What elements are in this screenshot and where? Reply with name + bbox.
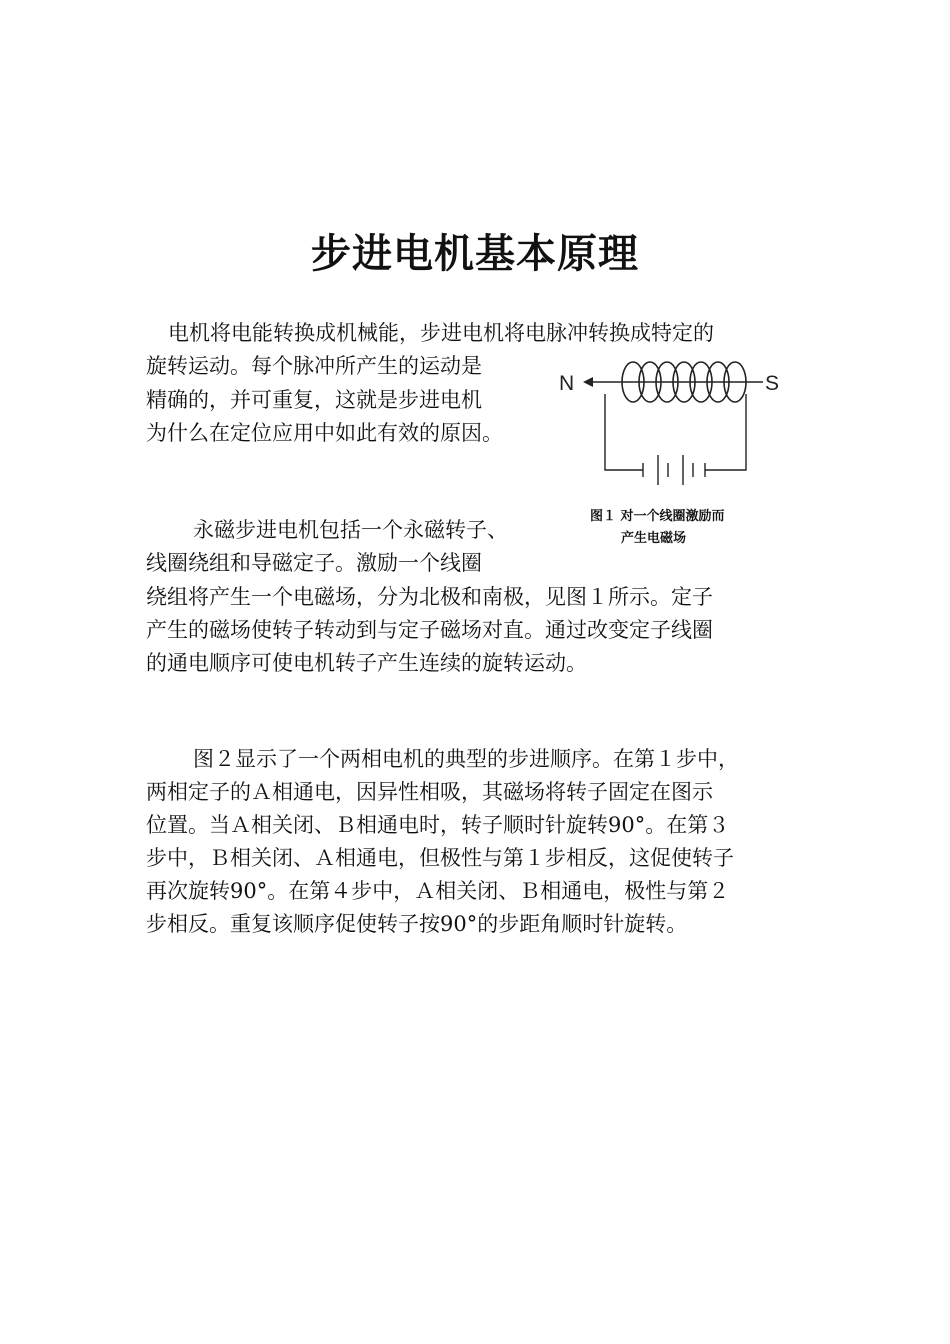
paragraph-3-line-5: 再次旋转90°。在第４步中，Ａ相关闭、Ｂ相通电，极性与第２	[146, 879, 730, 903]
paragraph-1-line-1: 电机将电能转换成机械能，步进电机将电脉冲转换成特定的	[168, 321, 714, 345]
wire-right	[705, 394, 746, 470]
paragraph-2-line-1: 永磁步进电机包括一个永磁转子、	[193, 518, 508, 542]
paragraph-3-line-6: 步相反。重复该顺序促使转子按90°的步距角顺时针旋转。	[146, 912, 688, 936]
paragraph-2-line-2: 线圈绕组和导磁定子。激励一个线圈	[146, 551, 482, 575]
field-arrow-icon	[583, 377, 593, 387]
coil-diagram	[553, 354, 793, 504]
paragraph-3-line-2: 两相定子的Ａ相通电，因异性相吸，其磁场将转子固定在图示	[146, 780, 713, 804]
paragraph-2-line-4: 产生的磁场使转子转动到与定子磁场对直。通过改变定子线圈	[146, 618, 713, 642]
south-pole-label: S	[765, 372, 780, 395]
paragraph-2-line-3: 绕组将产生一个电磁场，分为北极和南极，见图１所示。定子	[146, 585, 713, 609]
figure-1	[553, 354, 793, 554]
battery-icon	[643, 455, 705, 485]
paragraph-3-line-4: 步中，Ｂ相关闭、Ａ相通电，但极性与第１步相反，这促使转子	[146, 846, 734, 870]
paragraph-3-line-3: 位置。当Ａ相关闭、Ｂ相通电时，转子顺时针旋转90°。在第３	[146, 813, 730, 837]
page-title: 步进电机基本原理	[311, 231, 639, 277]
figure-caption-line-1: 图１ 对一个线圈激励而	[590, 509, 725, 524]
wire-left	[605, 394, 643, 470]
paragraph-2-line-5: 的通电顺序可使电机转子产生连续的旋转运动。	[146, 651, 587, 675]
paragraph-1-line-3: 精确的，并可重复，这就是步进电机	[146, 388, 482, 412]
paragraph-3-line-1: 图２显示了一个两相电机的典型的步进顺序。在第１步中，	[193, 747, 739, 771]
north-pole-label: N	[559, 372, 575, 395]
paragraph-1-line-4: 为什么在定位应用中如此有效的原因。	[146, 421, 503, 445]
paragraph-1-line-2: 旋转运动。每个脉冲所产生的运动是	[146, 354, 482, 378]
figure-caption-line-2: 产生电磁场	[621, 531, 687, 546]
